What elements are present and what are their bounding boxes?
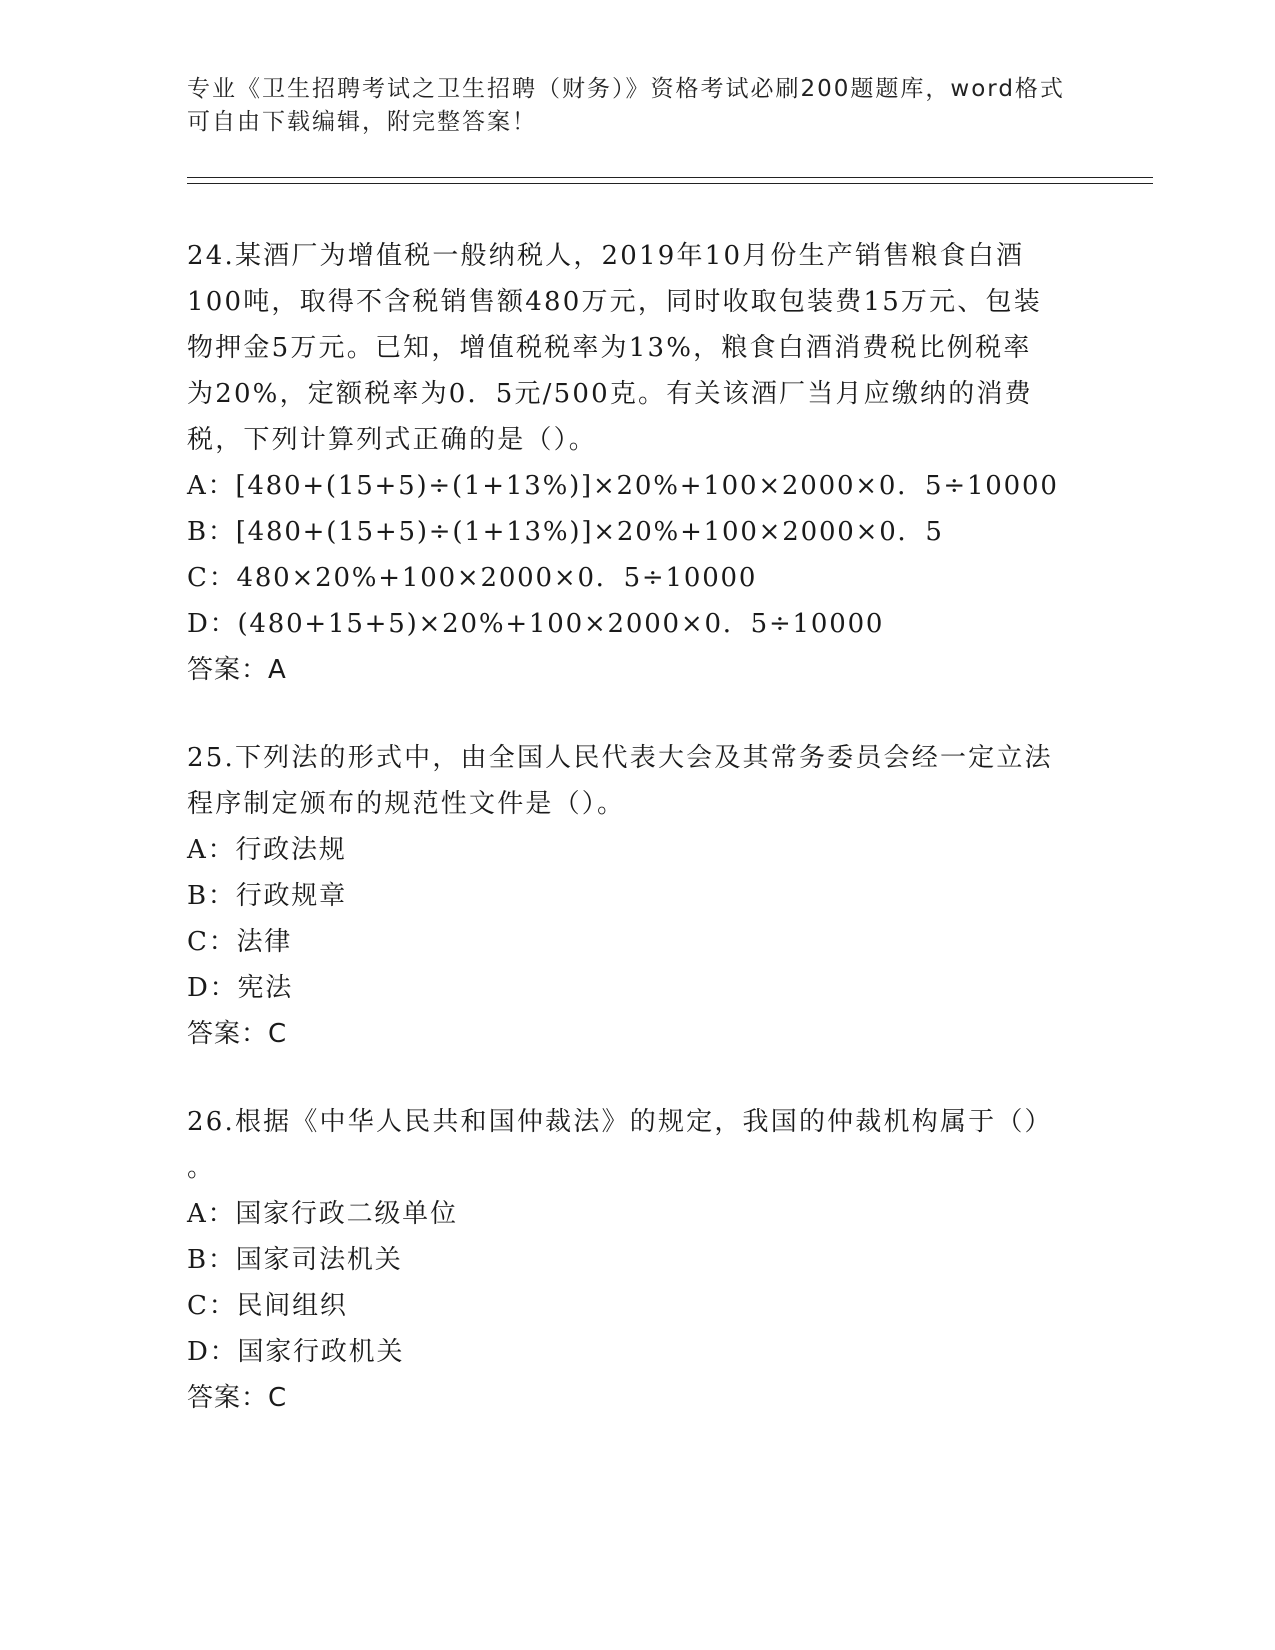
question-text-line: 25.下列法的形式中，由全国人民代表大会及其常务委员会经一定立法 <box>187 743 1053 773</box>
question-text-line: 24.某酒厂为增值税一般纳税人，2019年10月份生产销售粮食白酒 <box>187 241 1025 271</box>
question-text-line: 程序制定颁布的规范性文件是（）。 <box>187 789 626 819</box>
question-text-line: 。 <box>187 1153 216 1183</box>
option-b: B：行政规章 <box>187 881 347 911</box>
option-a: A：[480+(15+5)÷(1+13%)]×20%+100×2000×0．5÷10000 <box>187 471 1059 501</box>
option-a: A：国家行政二级单位 <box>187 1199 458 1229</box>
answer-label: 答案：A <box>187 655 287 685</box>
question-text-line: 物押金5万元。已知，增值税税率为13%，粮食白酒消费税比例税率 <box>187 333 1032 363</box>
option-c: C：法律 <box>187 927 293 957</box>
question-26 <box>187 1099 1087 1421</box>
option-b: B：[480+(15+5)÷(1+13%)]×20%+100×2000×0．5 <box>187 517 944 547</box>
option-a: A：行政法规 <box>187 835 347 865</box>
question-text-line: 100吨，取得不含税销售额480万元，同时收取包装费15万元、包装 <box>187 287 1042 317</box>
option-c: C：480×20%+100×2000×0．5÷10000 <box>187 563 758 593</box>
option-b: B：国家司法机关 <box>187 1245 403 1275</box>
header-title-line-2: 可自由下载编辑，附完整答案！ <box>187 109 537 135</box>
option-c: C：民间组织 <box>187 1291 348 1321</box>
header-title-line-1: 专业《卫生招聘考试之卫生招聘（财务）》资格考试必刷200题题库，word格式 <box>187 76 1065 102</box>
question-text-line: 为20%，定额税率为0．5元/500克。有关该酒厂当月应缴纳的消费 <box>187 379 1033 409</box>
answer-label: 答案：C <box>187 1019 288 1049</box>
question-text-line: 税，下列计算列式正确的是（）。 <box>187 425 598 455</box>
answer-label: 答案：C <box>187 1383 288 1413</box>
option-d: D：(480+15+5)×20%+100×2000×0．5÷10000 <box>187 609 885 639</box>
option-d: D：国家行政机关 <box>187 1337 405 1367</box>
option-d: D：宪法 <box>187 973 294 1003</box>
page-header <box>187 73 1077 139</box>
question-24 <box>187 233 1087 693</box>
question-text-line: 26.根据《中华人民共和国仲裁法》的规定，我国的仲裁机构属于（） <box>187 1107 1053 1137</box>
header-double-rule <box>187 177 1153 184</box>
question-25 <box>187 735 1087 1057</box>
question-list <box>187 233 1087 1463</box>
